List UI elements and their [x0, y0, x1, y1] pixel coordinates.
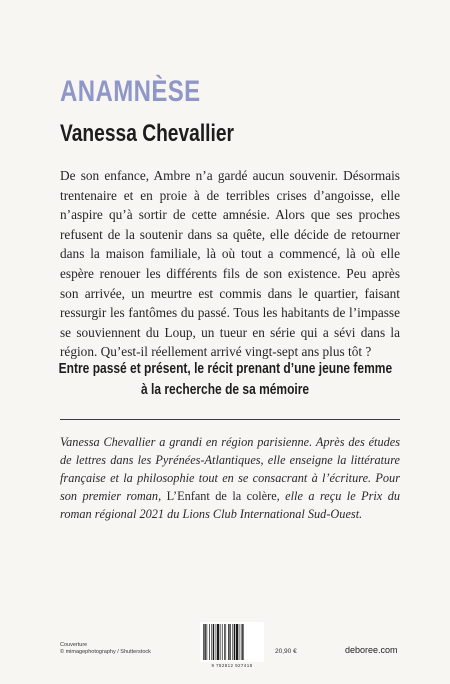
- tagline-line-2: à la recherche de sa mémoire: [140, 381, 310, 398]
- section-divider: [60, 419, 400, 420]
- author-name: Vanessa Chevallier: [60, 120, 234, 147]
- barcode-icon: [200, 622, 264, 662]
- credits-photo: © mimagephotography / Shutterstock: [60, 649, 151, 655]
- price: 20,90 €: [275, 648, 297, 655]
- credits-label: Couverture: [60, 642, 88, 648]
- barcode-digits: 9 782812 927418: [211, 663, 253, 668]
- publisher-url[interactable]: deboree.com: [345, 645, 398, 655]
- summary-paragraph: De son enfance, Ambre n’a gardé aucun souvenir. Désormais trentenaire et en proie à de terribles crises d’angoisse, elle n’aspire qu’à sortir de cette amnésie. Alors que ses proches refusent de la soutenir dans sa quête, elle décide de retourner dans la maison familiale, là où tout a commencé, là où elle espère renouer les différents fils de son existence. Peu après son arrivée, un meurtre est commis dans le quartier, faisant ressurgir les fantômes du passé. Tous les habitants de l’impasse se souviennent du Loup, un tueur en série qui a sévi dans la région. Qu’est-il réellement arrivé vingt-sept ans plus tôt ?: [60, 168, 400, 360]
- author-bio: [60, 433, 400, 523]
- bio-text-1: Vanessa Chevallier a grandi en région parisienne. Après des études de lettres dans les Pyrénées-Atlantiques, elle enseigne la littérature française et la philosophie tout en se consacrant à l’écriture. Pour son premier roman,: [60, 435, 400, 503]
- cover-credits: [60, 642, 151, 656]
- book-title: ANAMNÈSE: [60, 75, 201, 108]
- bio-book-title: L’Enfant de la colère: [166, 489, 277, 503]
- tagline: [0, 358, 450, 400]
- tagline-line-1: Entre passé et présent, le récit prenant d’une jeune femme: [58, 360, 392, 377]
- bio-text-2: , elle a reçu le Prix du roman régional 2021 du Lions Club International Sud-Ouest.: [60, 489, 400, 521]
- barcode: [200, 622, 264, 662]
